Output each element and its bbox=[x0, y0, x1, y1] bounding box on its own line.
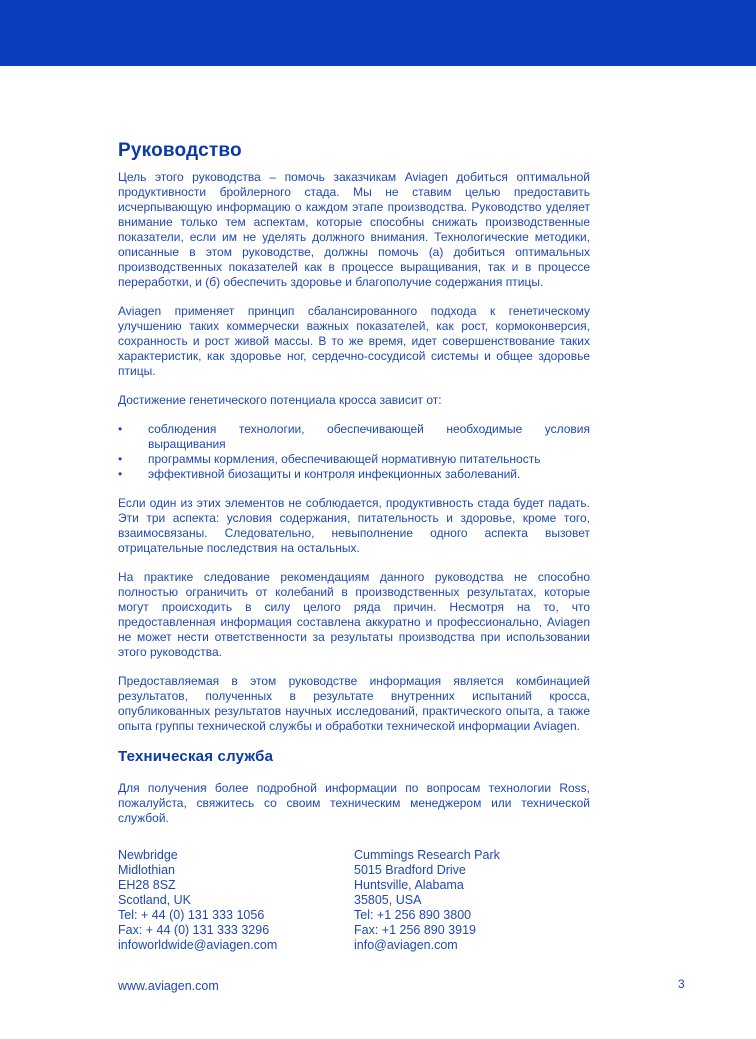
guide-paragraph-1: Цель этого руководства – помочь заказчикам Aviagen добиться оптимальной продуктивности бройлерного стада. Мы не ставим целью предоставить исчерпывающую информацию о каждом этапе производства. Руководство уделяет внимание только тем аспектам, которые способны снижать производственные показатели, если им не уделять должного внимания. Технологические методики, описанные в этом руководстве, должны помочь (а) добиться оптимальных производственных показателей как в процессе выращивания, так и в процессе переработки, и (б) обеспечить здоровье и благополучие содержания птицы. bbox=[118, 170, 590, 289]
page-content bbox=[118, 140, 590, 953]
contact-phone: Tel: + 44 (0) 131 333 1056 bbox=[118, 908, 265, 922]
requirements-list bbox=[118, 422, 590, 482]
guide-paragraph-6: Предоставляемая в этом руководстве информация является комбинацией результатов, полученных в результате внутренних испытаний кросса, опубликованных результатов научных исследований, практического опыта, а также опыта группы технической службы и обработки технической информации Aviagen. bbox=[118, 674, 590, 733]
contact-usa bbox=[354, 848, 590, 953]
contact-line: Cummings Research Park bbox=[354, 848, 500, 862]
contacts-block bbox=[118, 848, 590, 953]
bullet-icon: • bbox=[118, 422, 123, 436]
contact-fax: Fax: +1 256 890 3919 bbox=[354, 923, 476, 937]
list-item-text: программы кормления, обеспечивающей нормативную питательность bbox=[148, 452, 541, 466]
list-item bbox=[118, 467, 590, 482]
contact-phone: Tel: +1 256 890 3800 bbox=[354, 908, 472, 922]
contact-line: Newbridge bbox=[118, 848, 178, 862]
contact-email[interactable]: infoworldwide@aviagen.com bbox=[118, 938, 278, 952]
contact-line: Midlothian bbox=[118, 863, 175, 877]
service-paragraph: Для получения более подробной информации по вопросам технологии Ross, пожалуйста, свяжитесь со своим техническим менеджером или технической службой. bbox=[118, 781, 590, 825]
list-item-text: эффективной биозащиты и контроля инфекционных заболеваний. bbox=[148, 467, 521, 481]
guide-paragraph-5: На практике следование рекомендациям данного руководства не способно полностью ограничить от колебаний в производственных результатах, которые могут происходить в силу целого ряда причин. Несмотря на то, что предоставленная информация составлена аккуратно и профессионально, Aviagen не может нести ответственности за результаты производства при использовании этого руководства. bbox=[118, 570, 590, 659]
bullet-icon: • bbox=[118, 452, 123, 466]
contact-line: EH28 8SZ bbox=[118, 878, 176, 892]
contact-line: Huntsville, Alabama bbox=[354, 878, 464, 892]
contact-line: 5015 Bradford Drive bbox=[354, 863, 466, 877]
header-band bbox=[0, 0, 756, 66]
contact-uk bbox=[118, 848, 354, 953]
list-item-text: соблюдения технологии, обеспечивающей необходимые условия выращивания bbox=[148, 422, 590, 451]
service-title: Техническая служба bbox=[118, 748, 274, 765]
guide-paragraph-4: Если один из этих элементов не соблюдается, продуктивность стада будет падать. Эти три аспекта: условия содержания, питательность и здоровье, кроме того, взаимосвязаны. Следовательно, невыполнение одного аспекта вызовет отрицательные последствия на остальных. bbox=[118, 496, 590, 555]
page-number: 3 bbox=[678, 977, 685, 991]
bullet-icon: • bbox=[118, 467, 123, 481]
contact-line: 35805, USA bbox=[354, 893, 422, 907]
guide-paragraph-3: Достижение генетического потенциала кросса зависит от: bbox=[118, 393, 442, 407]
contact-fax: Fax: + 44 (0) 131 333 3296 bbox=[118, 923, 270, 937]
list-item bbox=[118, 452, 590, 467]
guide-title: Руководство bbox=[118, 140, 242, 161]
guide-paragraph-2: Aviagen применяет принцип сбалансированного подхода к генетическому улучшению таких коммерчески важных показателей, как рост, кормоконверсия, сохранность и рост живой массы. В то же время, идет совершенствование таких характеристик, как здоровье ног, сердечно-сосудисой системы и общее здоровье птицы. bbox=[118, 304, 590, 378]
contact-email[interactable]: info@aviagen.com bbox=[354, 938, 458, 952]
list-item bbox=[118, 422, 590, 452]
footer-url-link[interactable]: www.aviagen.com bbox=[118, 979, 219, 993]
contact-line: Scotland, UK bbox=[118, 893, 191, 907]
